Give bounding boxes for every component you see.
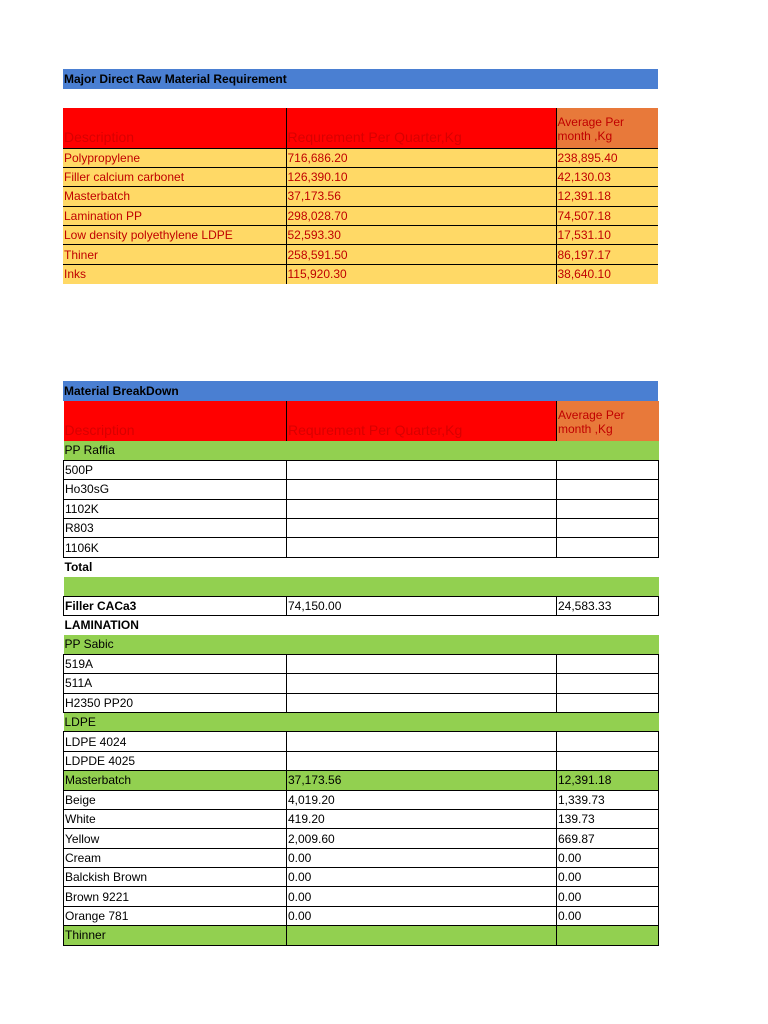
table-cell: 419.20 (287, 809, 557, 828)
table-cell (557, 499, 659, 518)
table-cell (557, 441, 659, 460)
table-cell: Balckish Brown (64, 868, 287, 887)
table-row (64, 557, 659, 576)
table-row (64, 751, 659, 770)
table-cell: 500P (64, 460, 287, 479)
table-cell (557, 557, 659, 576)
table-cell (557, 732, 659, 751)
table-cell (557, 635, 659, 654)
table-row (64, 654, 659, 673)
table-cell (557, 926, 659, 945)
table-cell: LDPE 4024 (64, 732, 287, 751)
header-description: Description (63, 108, 286, 148)
table-row (64, 848, 659, 867)
table-cell (557, 674, 659, 693)
table-cell: 126,390.10 (286, 167, 556, 186)
table-cell (287, 441, 557, 460)
table-row (64, 868, 659, 887)
table-cell (557, 460, 659, 479)
table-row (64, 809, 659, 828)
table-cell: 0.00 (287, 868, 557, 887)
header-requirement: Requrement Per Quarter,Kg (287, 401, 557, 441)
table-row (63, 264, 658, 283)
table-cell (287, 519, 557, 538)
table-row (64, 887, 659, 906)
table-row (64, 693, 659, 712)
table-cell: 0.00 (557, 906, 659, 925)
table-row (64, 441, 659, 460)
table-cell: 511A (64, 674, 287, 693)
table-row (64, 906, 659, 925)
table-cell: H2350 PP20 (64, 693, 287, 712)
table-cell (287, 480, 557, 499)
table-cell (287, 499, 557, 518)
table-cell (287, 635, 557, 654)
table-cell (64, 577, 287, 596)
table-row (64, 674, 659, 693)
table-cell (557, 577, 659, 596)
material-breakdown-section (63, 381, 658, 946)
header-description: Description (64, 401, 287, 441)
table-cell (287, 674, 557, 693)
table-cell: Masterbatch (64, 771, 287, 790)
table-cell: Filler CACa3 (64, 596, 287, 615)
table-row (64, 712, 659, 731)
table-cell: 1106K (64, 538, 287, 557)
header-requirement: Requrement Per Quarter,Kg (286, 108, 556, 148)
table-row (63, 245, 658, 264)
section-title: Major Direct Raw Material Requirement (63, 69, 658, 89)
table-cell (287, 538, 557, 557)
table-cell (287, 460, 557, 479)
table-cell: Filler calcium carbonet (63, 167, 286, 186)
table-cell: 4,019.20 (287, 790, 557, 809)
table-cell (287, 732, 557, 751)
table-row (63, 148, 658, 167)
table-cell (287, 616, 557, 635)
table-cell: Masterbatch (63, 187, 286, 206)
table-cell (557, 480, 659, 499)
table-cell (287, 926, 557, 945)
table-cell: Inks (63, 264, 286, 283)
table-row (64, 519, 659, 538)
table-cell: Yellow (64, 829, 287, 848)
table-row (64, 538, 659, 557)
table-header-row (63, 108, 658, 148)
table-header-row (64, 401, 659, 441)
table-cell (557, 751, 659, 770)
table-row (64, 926, 659, 945)
table-cell: 139.73 (557, 809, 659, 828)
header-average: Average Per month ,Kg (556, 108, 658, 148)
table-cell: 0.00 (287, 887, 557, 906)
table-cell: 258,591.50 (286, 245, 556, 264)
table-row (63, 187, 658, 206)
table-cell (557, 538, 659, 557)
table-cell: 12,391.18 (556, 187, 658, 206)
table-cell: 42,130.03 (556, 167, 658, 186)
table-cell: 519A (64, 654, 287, 673)
table-cell (557, 654, 659, 673)
table-cell: LAMINATION (64, 618, 139, 633)
table-row (64, 499, 659, 518)
table-cell (557, 616, 659, 635)
table-cell (287, 693, 557, 712)
table-cell (557, 693, 659, 712)
table-cell: 1102K (64, 499, 287, 518)
table-cell: PP Sabic (64, 635, 287, 654)
table-row (64, 829, 659, 848)
table-cell: 115,920.30 (286, 264, 556, 283)
table-cell (287, 712, 557, 731)
table-cell: 37,173.56 (287, 771, 557, 790)
table-cell: 2,009.60 (287, 829, 557, 848)
table-row (64, 790, 659, 809)
table-cell (287, 557, 557, 576)
table-cell: Brown 9221 (64, 887, 287, 906)
table-cell: Cream (64, 848, 287, 867)
table-cell: 0.00 (557, 868, 659, 887)
table-cell: 24,583.33 (557, 596, 659, 615)
table-cell: LDPDE 4025 (64, 751, 287, 770)
table-cell: Beige (64, 790, 287, 809)
section-title: Material BreakDown (63, 381, 658, 401)
table-cell: Thinner (64, 926, 287, 945)
table-row (64, 616, 659, 635)
table-cell: 0.00 (287, 906, 557, 925)
raw-material-table (63, 108, 658, 284)
table-cell: 298,028.70 (286, 206, 556, 225)
table-row (63, 206, 658, 225)
table-row (63, 226, 658, 245)
table-row (63, 167, 658, 186)
table-cell (557, 712, 659, 731)
table-cell (557, 519, 659, 538)
header-average: Average Per month ,Kg (557, 401, 659, 441)
table-row (64, 577, 659, 596)
table-cell: 716,686.20 (286, 148, 556, 167)
table-cell: 669.87 (557, 829, 659, 848)
table-cell: LDPE (64, 712, 287, 731)
table-cell (287, 577, 557, 596)
table-cell: White (64, 809, 287, 828)
table-cell: 74,150.00 (287, 596, 557, 615)
table-cell: 0.00 (557, 848, 659, 867)
table-cell: 52,593.30 (286, 226, 556, 245)
table-row (64, 480, 659, 499)
table-cell (287, 654, 557, 673)
breakdown-table (63, 401, 659, 946)
table-cell: 86,197.17 (556, 245, 658, 264)
table-cell: Orange 781 (64, 906, 287, 925)
table-cell: 74,507.18 (556, 206, 658, 225)
table-cell: Total (64, 560, 93, 575)
table-cell: 1,339.73 (557, 790, 659, 809)
table-cell: 0.00 (287, 848, 557, 867)
table-cell: 12,391.18 (557, 771, 659, 790)
table-row (64, 732, 659, 751)
table-cell: 0.00 (557, 887, 659, 906)
table-cell: Thiner (63, 245, 286, 264)
raw-material-section (63, 69, 658, 284)
table-cell: 38,640.10 (556, 264, 658, 283)
table-row (64, 460, 659, 479)
table-row (64, 771, 659, 790)
table-cell: 37,173.56 (286, 187, 556, 206)
table-cell: 238,895.40 (556, 148, 658, 167)
table-cell: Ho30sG (64, 480, 287, 499)
table-cell: R803 (64, 519, 287, 538)
table-cell: Low density polyethylene LDPE (63, 226, 286, 245)
table-row (64, 596, 659, 615)
table-cell: Lamination PP (63, 206, 286, 225)
table-cell: 17,531.10 (556, 226, 658, 245)
table-cell: Polypropylene (63, 148, 286, 167)
table-cell: PP Raffia (64, 441, 287, 460)
table-cell (287, 751, 557, 770)
table-row (64, 635, 659, 654)
